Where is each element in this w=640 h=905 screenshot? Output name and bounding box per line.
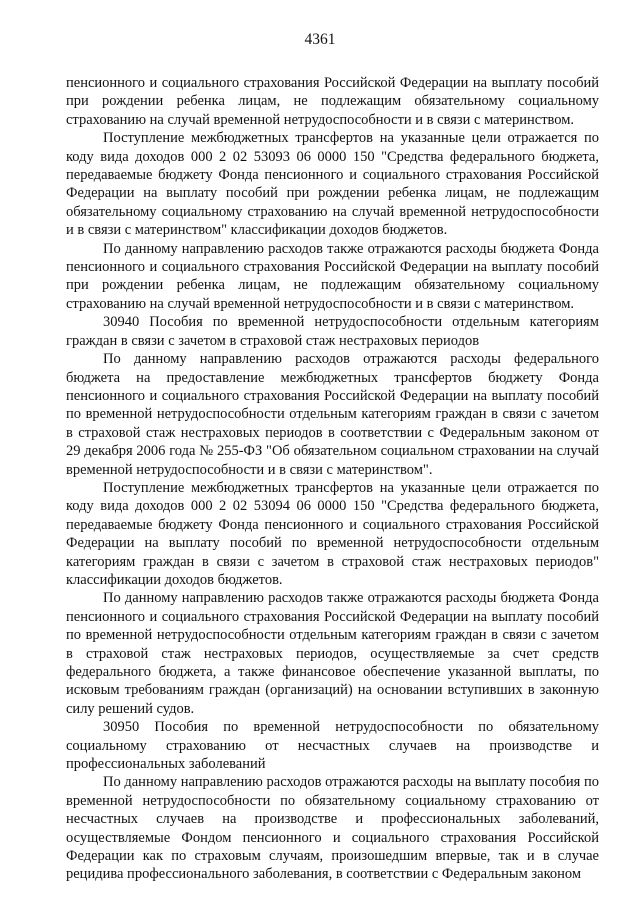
paragraph-transfer-income-code-53094: Поступление межбюджетных трансфертов на указанные цели отражается по коду вида доходов 000 2 02 53094 06 0000 150 "Средства федерального бюджета, передаваемые бюджету Фонда пенсионного и социального страхования Российской Федерации на выплату пособий по временной нетрудоспособности отдельным категориям граждан в связи с зачетом в страховой стаж нестраховых периодов" классификации доходов бюджетов.	[66, 479, 599, 588]
paragraph-30950-expenses: По данному направлению расходов отражаются расходы на выплату пособия по временной нетрудоспособности по обязательному социальному страхованию от несчастных случаев на производстве и профессиональных заболеваний, осуществляемые Фондом пенсионного и социального страхования Российской Федерации как по страховым случаям, произошедшим впервые, так и в случае рецидива профессионального заболевания, в соответствии с Федеральным законом	[66, 774, 599, 883]
paragraph-transfer-income-code-53093: Поступление межбюджетных трансфертов на указанные цели отражается по коду вида доходов 000 2 02 53093 06 0000 150 "Средства федерального бюджета, передаваемые бюджету Фонда пенсионного и социального страхования Российской Федерации на выплату пособий при рождении ребенка лицам, не подлежащим обязательному социальному страхованию на случай временной нетрудоспособности и в связи с материнством" классификации доходов бюджетов.	[66, 130, 599, 239]
heading-30940: 30940 Пособия по временной нетрудоспособности отдельным категориям граждан в связи с зачетом в страховой стаж нестраховых периодов	[66, 314, 599, 349]
paragraph-continuation: пенсионного и социального страхования Российской Федерации на выплату пособий при рождении ребенка лицам, не подлежащим обязательному социальному страхованию на случай временной нетрудоспособности и в связи с материнством.	[66, 75, 599, 128]
paragraph-30940-fund-expenses: По данному направлению расходов также отражаются расходы бюджета Фонда пенсионного и социального страхования Российской Федерации на выплату пособий по временной нетрудоспособности отдельным категориям граждан в связи с зачетом в страховой стаж нестраховых периодов, осуществляемые за счет средств федерального бюджета, а также финансовое обеспечение указанной выплаты, по исковым требованиям граждан (организаций) на основании вступивших в законную силу решений судов.	[66, 590, 599, 717]
paragraph-fund-expenses-birth-allowance: По данному направлению расходов также отражаются расходы бюджета Фонда пенсионного и социального страхования Российской Федерации на выплату пособий при рождении ребенка лицам, не подлежащим обязательному социальному страхованию на случай временной нетрудоспособности и в связи с материнством.	[66, 240, 599, 312]
document-body	[66, 74, 599, 884]
page-number: 4361	[304, 31, 336, 48]
paragraph-30940-federal-transfers: По данному направлению расходов отражаются расходы федерального бюджета на предоставление межбюджетных трансфертов бюджету Фонда пенсионного и социального страхования Российской Федерации на выплату пособий по временной нетрудоспособности отдельным категориям граждан в связи с зачетом в страховой стаж нестраховых периодов в соответствии с Федеральным законом от 29 декабря 2006 года № 255-ФЗ "Об обязательном социальном страховании на случай временной нетрудоспособности и в связи с материнством".	[66, 351, 599, 478]
heading-30950: 30950 Пособия по временной нетрудоспособности по обязательному социальному страхованию от несчастных случаев на производстве и профессиональных заболеваний	[66, 719, 599, 773]
